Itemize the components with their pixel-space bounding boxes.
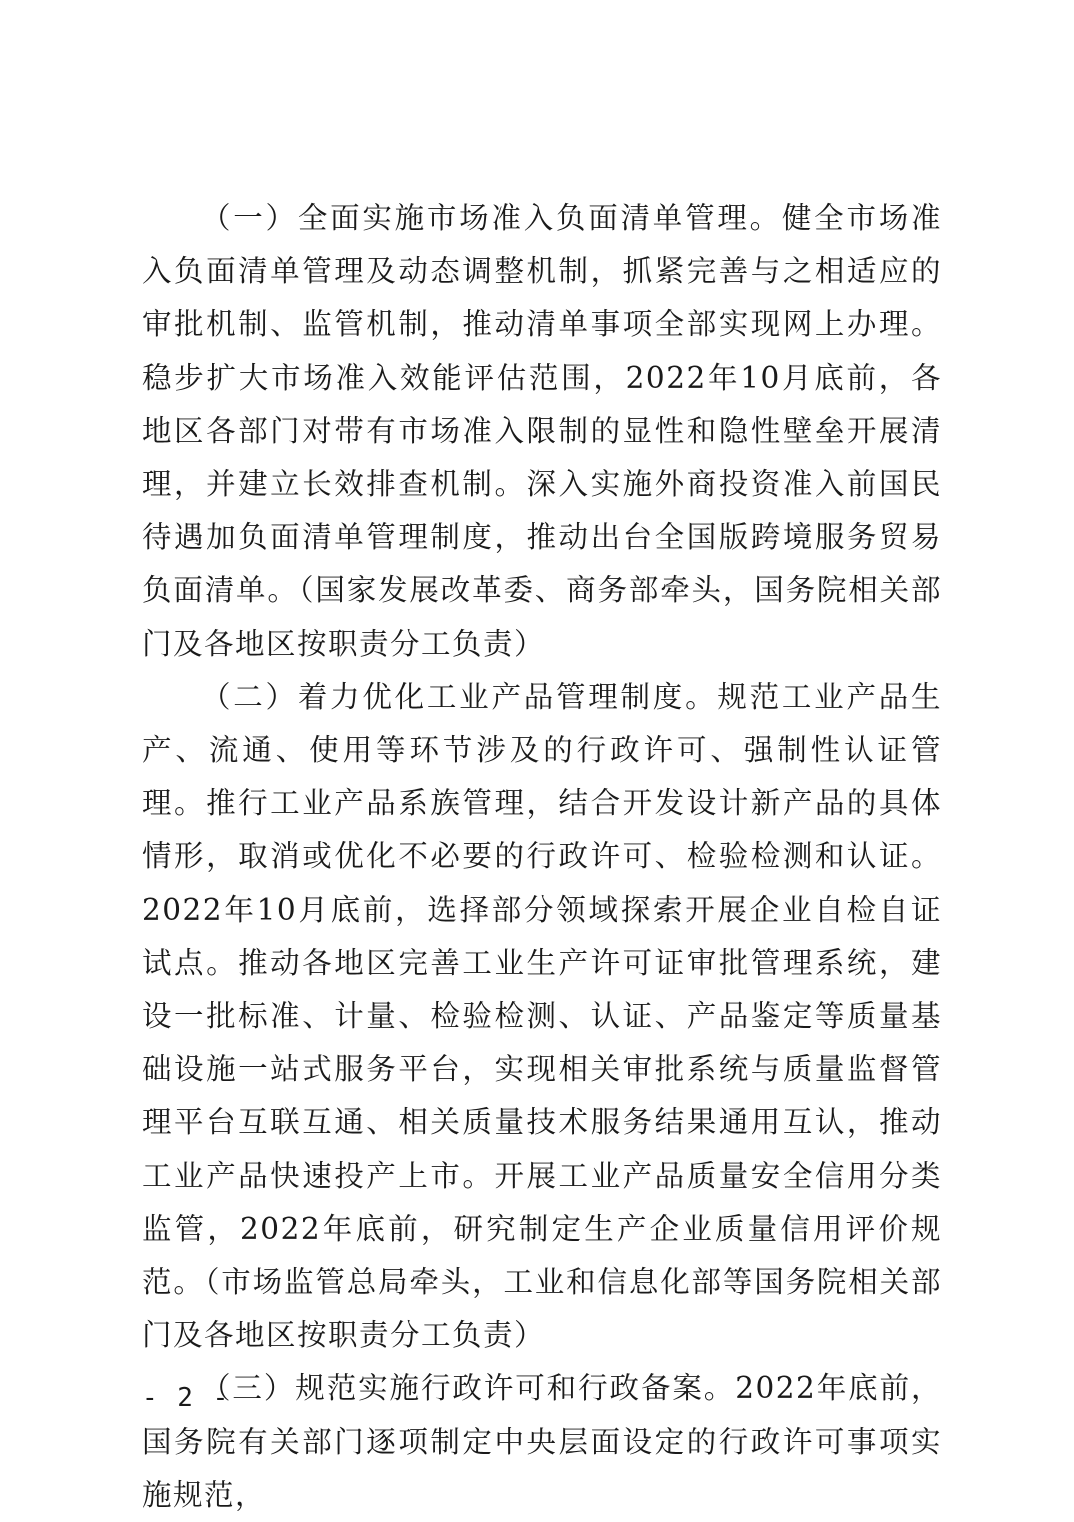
document-body (142, 192, 942, 1522)
paragraph-3: （三）规范实施行政许可和行政备案。2022年底前，国务院有关部门逐项制定中央层面设定的行政许可事项实施规范， (142, 1371, 942, 1512)
paragraph-2: （二）着力优化工业产品管理制度。规范工业产品生产、流通、使用等环节涉及的行政许可、强制性认证管理。推行工业产品系族管理，结合开发设计新产品的具体情形，取消或优化不必要的行政许可、检验检测和认证。2022年10月底前，选择部分领域探索开展企业自检自证试点。推动各地区完善工业生产许可证审批管理系统，建设一批标准、计量、检验检测、认证、产品鉴定等质量基础设施一站式服务平台，实现相关审批系统与质量监督管理平台互联互通、相关质量技术服务结果通用互认，推动工业产品快速投产上市。开展工业产品质量安全信用分类监管，2022年底前，研究制定生产企业质量信用评价规范。（市场监管总局牵头，工业和信息化部等国务院相关部门及各地区按职责分工负责） (142, 679, 942, 1353)
page-number: - 2 - (142, 1383, 231, 1413)
paragraph-1: （一）全面实施市场准入负面清单管理。健全市场准入负面清单管理及动态调整机制，抓紧完善与之相适应的审批机制、监管机制，推动清单事项全部实现网上办理。稳步扩大市场准入效能评估范围，2022年10月底前，各地区各部门对带有市场准入限制的显性和隐性壁垒开展清理，并建立长效排查机制。深入实施外商投资准入前国民待遇加负面清单管理制度，推动出台全国版跨境服务贸易负面清单。（国家发展改革委、商务部牵头，国务院相关部门及各地区按职责分工负责） (142, 201, 942, 661)
